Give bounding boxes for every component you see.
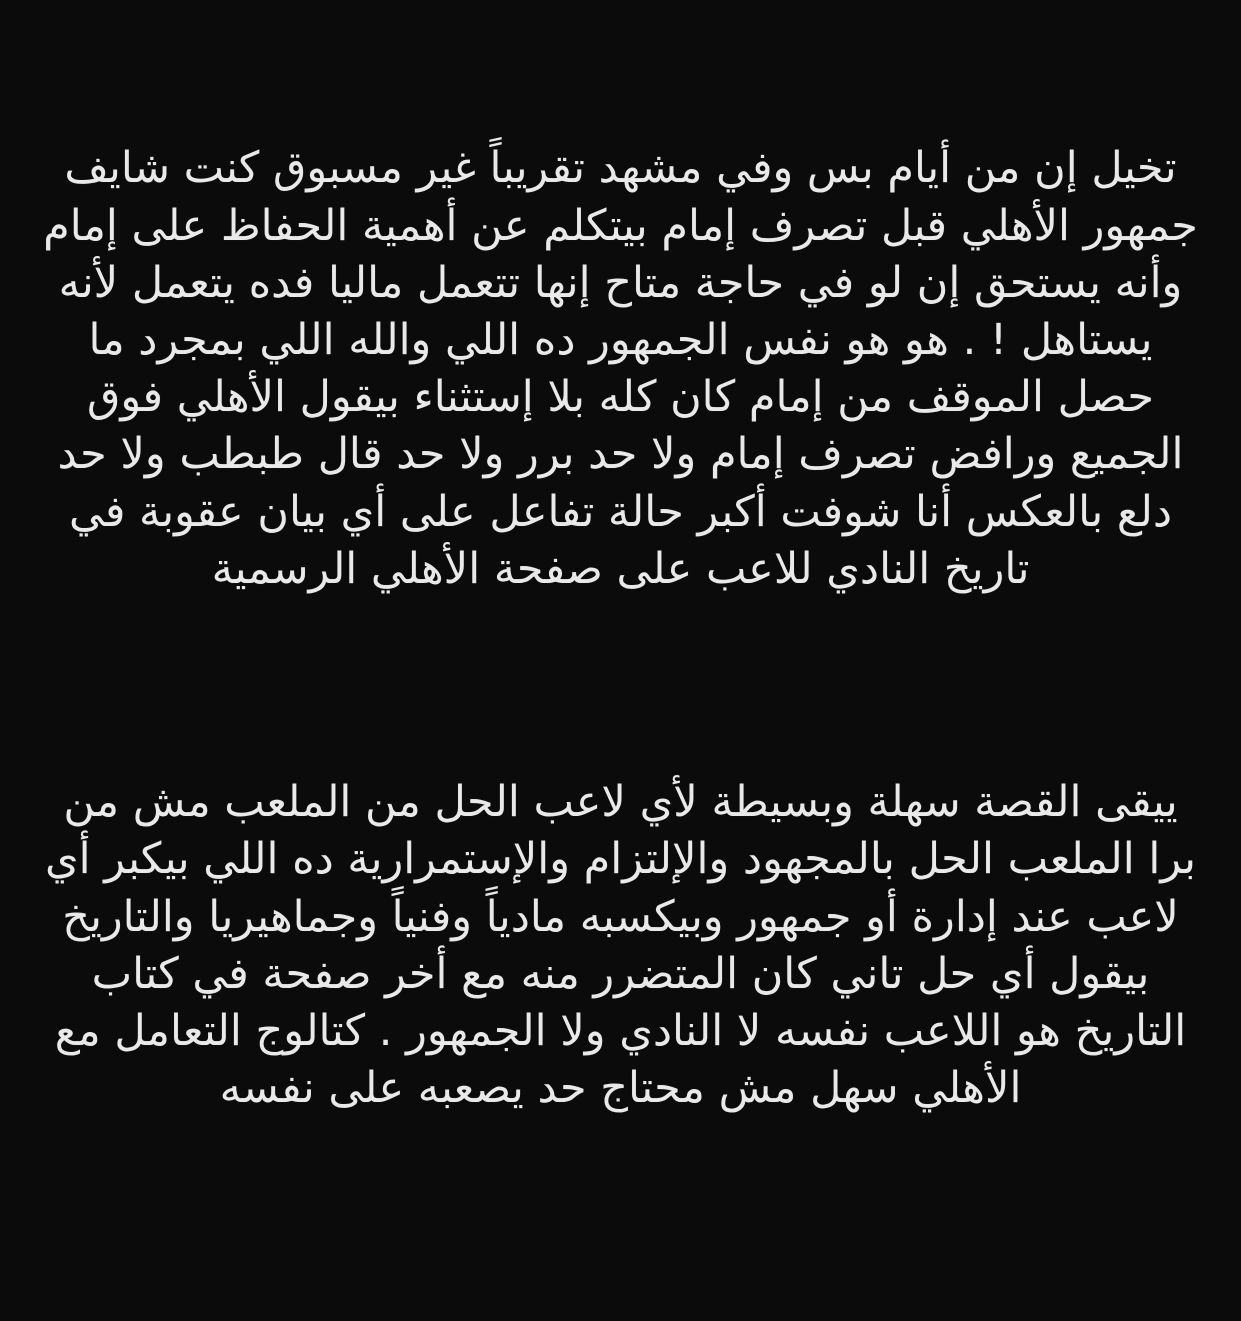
paragraph-1: تخيل إن من أيام بس وفي مشهد تقريباً غير مسبوق كنت شايف جمهور الأهلي قبل تصرف إمام بيتكلم عن أهمية الحفاظ على إمام وأنه يستحق إن لو في حاجة متاح إنها تتعمل ماليا فده يتعمل لأنه يستاهل ! . هو هو نفس الجمهور ده اللي والله اللي بمجرد ما حصل الموقف من إمام كان كله بلا إستثناء بيقول الأهلي فوق الجميع ورافض تصرف إمام ولا حد برر ولا حد قال طبطب ولا حد دلع بالعكس أنا شوفت أكبر حالة تفاعل على أي بيان عقوبة في تاريخ النادي للاعب على صفحة الأهلي الرسمية [29, 143, 1198, 594]
post-body [29, 26, 1205, 1232]
paragraph-2: ييقى القصة سهلة وبسيطة لأي لاعب الحل من الملعب مش من برا الملعب الحل بالمجهود والإلتزام والإستمرارية ده اللي بيكبر أي لاعب عند إدارة أو جمهور وبيكسبه مادياً وفنياً وجماهيريا والتاريخ بيقول أي حل تاني كان المتضرر منه مع أخر صفحة في كتاب التاريخ هو اللاعب نفسه لا النادي ولا الجمهور . كتالوج التعامل مع الأهلي سهل مش محتاج حد يصعبه على نفسه [31, 777, 1197, 1114]
